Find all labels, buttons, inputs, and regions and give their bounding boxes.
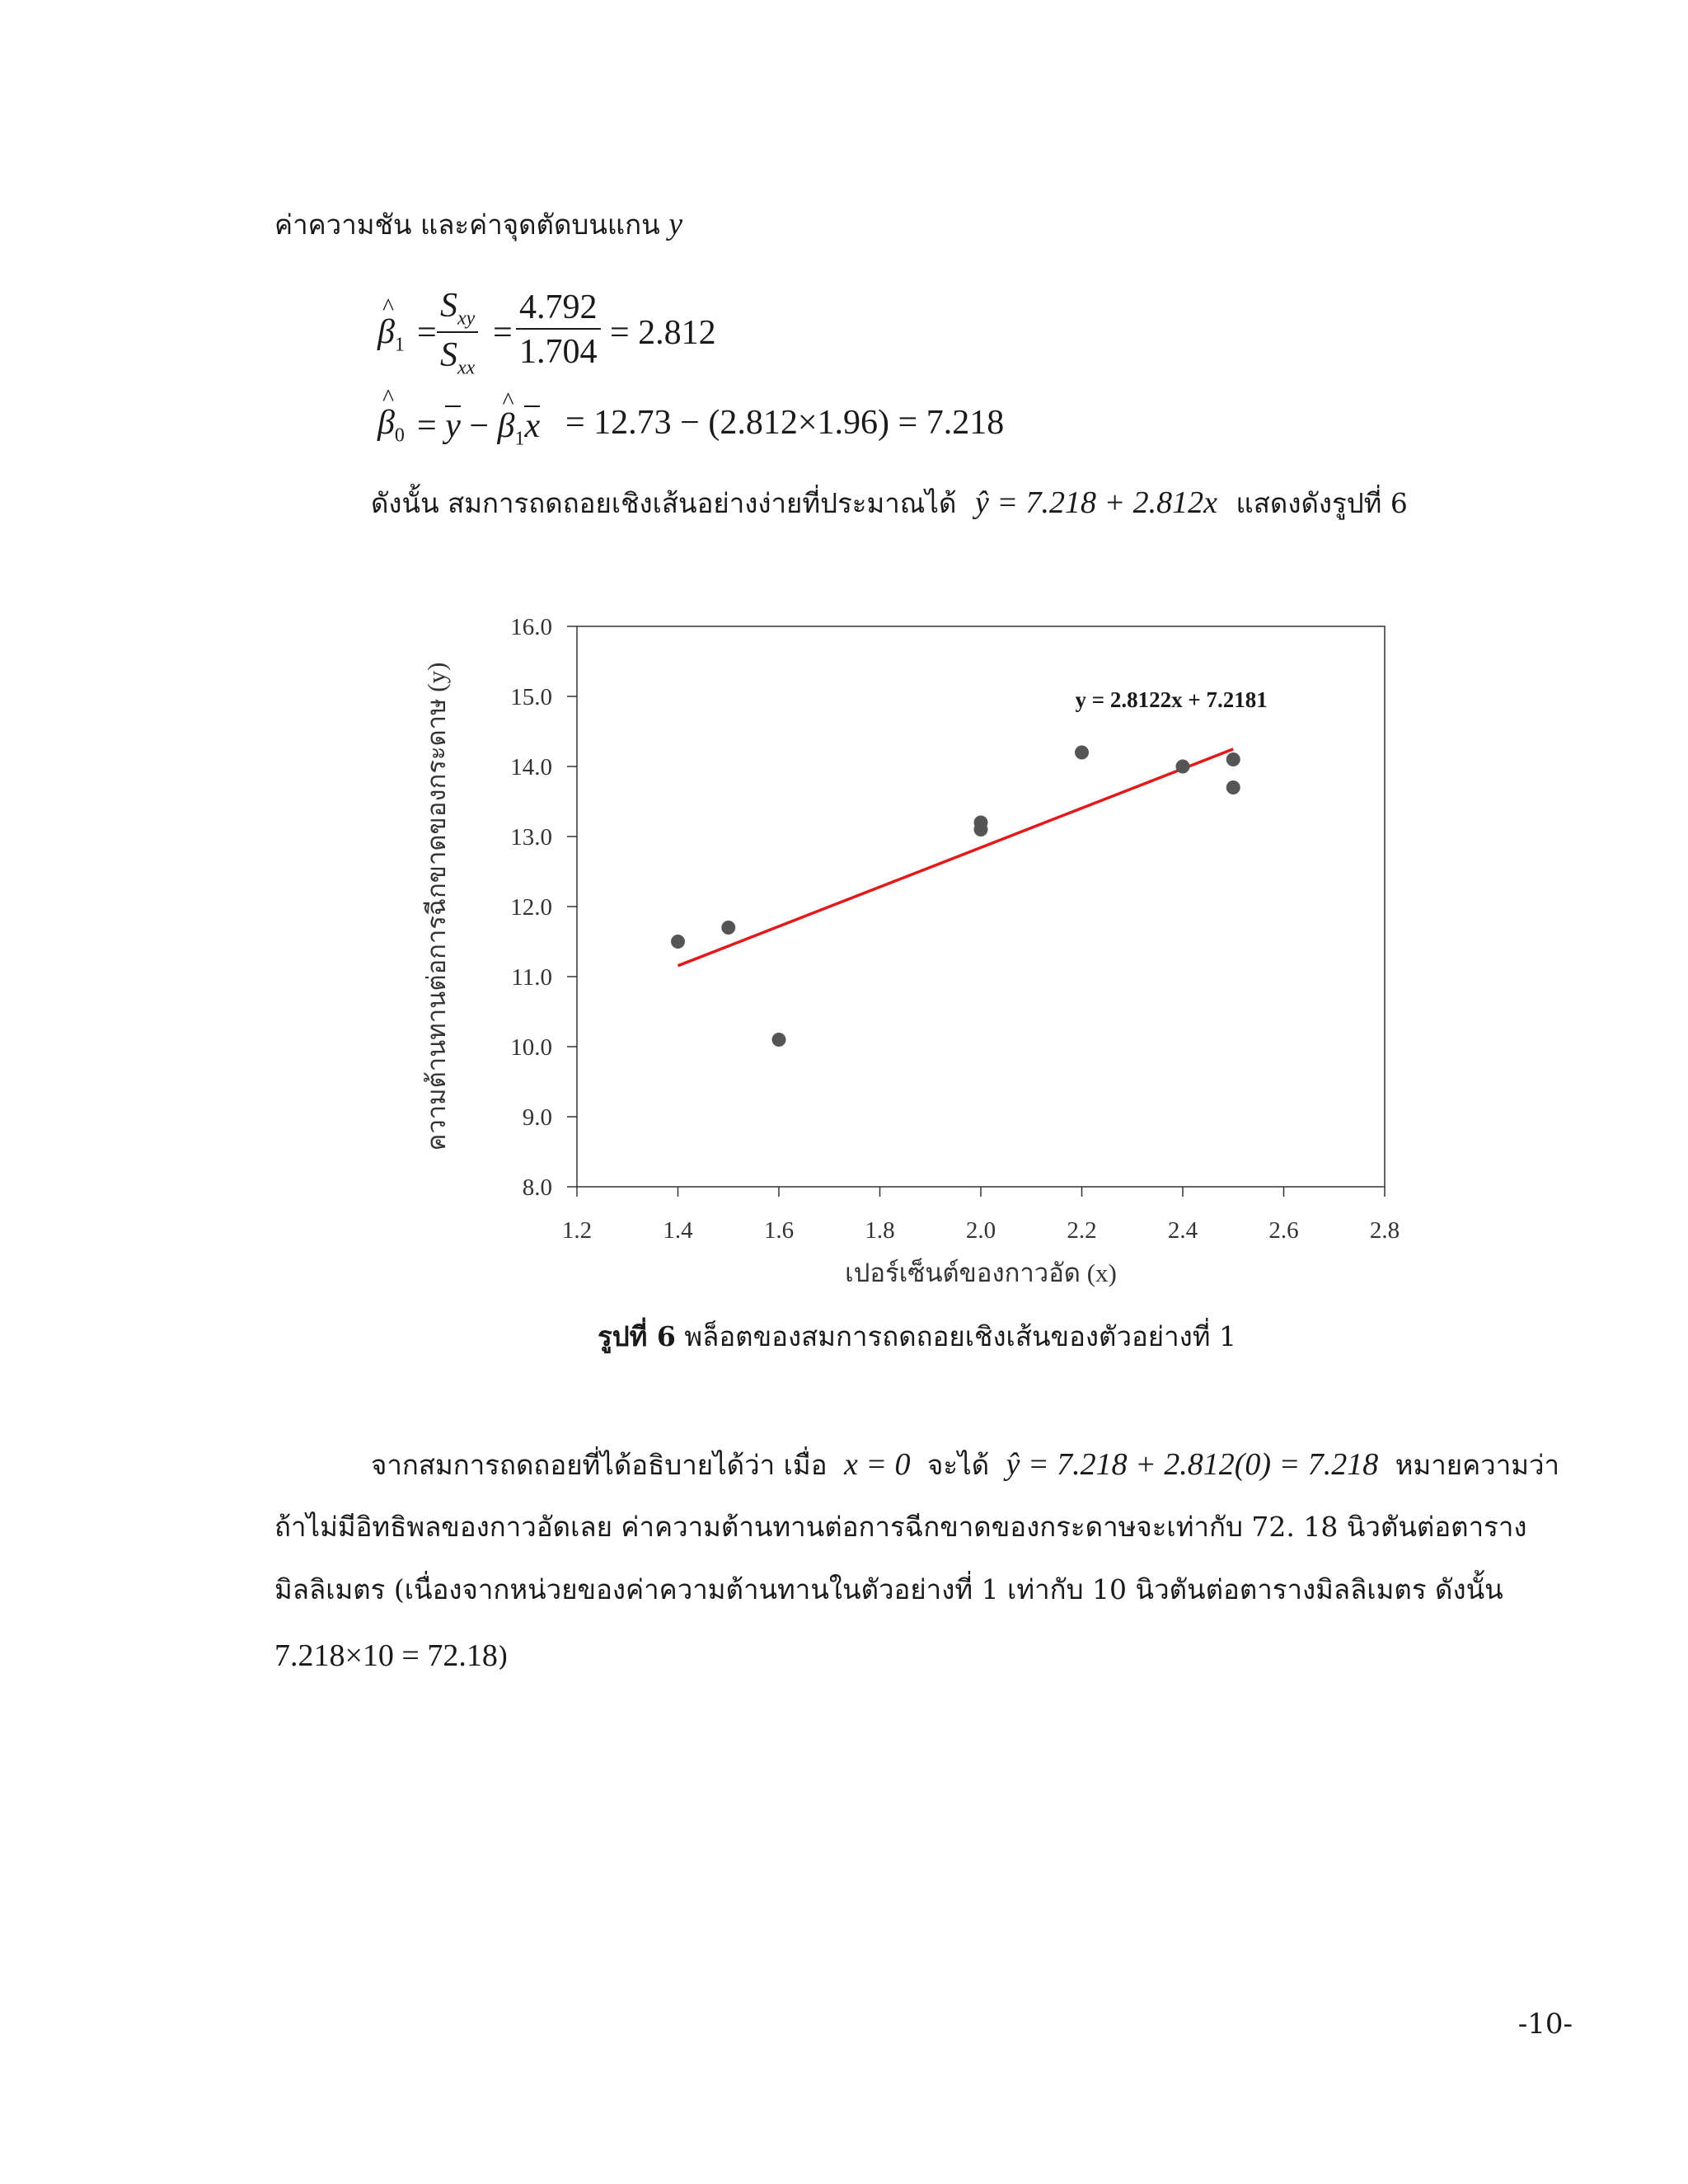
- data-points: [671, 746, 1240, 1047]
- regression-equation: ŷ = 7.218 + 2.812x: [974, 485, 1217, 520]
- y-tick-label: 11.0: [511, 964, 552, 991]
- y-tick-label: 16.0: [510, 614, 552, 640]
- y-tick-label: 8.0: [522, 1174, 552, 1201]
- intro-line: [274, 206, 682, 244]
- data-point: [1226, 780, 1240, 794]
- x-tick-label: 2.8: [1369, 1217, 1400, 1244]
- y-tick-label: 10.0: [510, 1034, 552, 1061]
- x-axis-label: เปอร์เซ็นต์ของกาวอัด (x): [845, 1258, 1117, 1287]
- x-tick-label: 2.6: [1268, 1217, 1299, 1244]
- y-tick-label: 15.0: [510, 684, 552, 710]
- fraction-values: $\frac{4.792}{1.704}$: [516, 290, 601, 369]
- trendline-label: y = 2.8122x + 7.2181: [1075, 687, 1268, 712]
- inline-eq-product: 7.218×10 = 72.18: [274, 1638, 498, 1673]
- x-tick-label: 2.0: [965, 1217, 996, 1244]
- fraction-sxy-sxx: $S_{xy}$ $S_{xx}$: [437, 288, 478, 378]
- caption-text: พล็อตของสมการถดถอยเชิงเส้นของตัวอย่างที่ 1: [684, 1320, 1237, 1352]
- inline-eq-x: x = 0: [844, 1447, 911, 1482]
- beta1-symbol: ^ $\beta_1$: [377, 315, 405, 354]
- y-tick-label: 12.0: [510, 894, 552, 921]
- conclusion-line: [371, 485, 1408, 523]
- y-tick-label: 9.0: [522, 1104, 552, 1131]
- data-point: [1075, 746, 1089, 760]
- beta1-result: = 2.812: [610, 314, 716, 352]
- data-point: [772, 1033, 786, 1047]
- paragraph-line-1: จากสมการถดถอยที่ได้อธิบายได้ว่า เมื่อ x = 0 จะได้ ŷ = 7.218 + 2.812(0) = 7.218 หมายความว่า: [371, 1447, 1560, 1482]
- page-number: -10-: [1517, 2008, 1573, 2041]
- x-tick-label: 1.4: [663, 1217, 693, 1244]
- trendline: [678, 749, 1234, 966]
- conclusion-text: ดังนั้น สมการถดถอยเชิงเส้นอย่างง่ายที่ประมาณได้: [371, 487, 957, 519]
- y-tick-label: 14.0: [510, 754, 552, 780]
- beta0-symbol: ^ β: [377, 405, 395, 440]
- paragraph-line-2: ถ้าไม่มีอิทธิพลของกาวอัดเลย ค่าความต้านทานต่อการฉีกขาดของกระดาษจะเท่ากับ 72. 18 นิวตันต่อตาราง: [274, 1511, 1527, 1543]
- intro-variable: y: [668, 207, 683, 241]
- x-tick-label: 1.8: [865, 1217, 895, 1244]
- y-tick-label: 13.0: [510, 824, 552, 851]
- figure-caption: [598, 1320, 1236, 1353]
- data-point: [974, 823, 988, 837]
- trendline-segment: [678, 749, 1234, 966]
- data-point: [1226, 752, 1240, 766]
- x-tick-label: 1.6: [763, 1217, 795, 1244]
- x-axis: [562, 1187, 1400, 1244]
- data-point: [1176, 760, 1190, 774]
- intro-text: ค่าความชัน และค่าจุดตัดบนแกน: [274, 209, 660, 241]
- paragraph-line-3: มิลลิเมตร (เนื่องจากหน่วยของค่าความต้านทานในตัวอย่างที่ 1 เท่ากับ 10 นิวตันต่อตารางมิลลิเมตร ดังนั้น: [274, 1573, 1503, 1605]
- x-tick-label: 1.2: [561, 1217, 593, 1244]
- y-axis-label: ความต้านทานต่อการฉีกขาดของกระดาษ (y): [422, 662, 451, 1151]
- paragraph-line-4: 7.218×10 = 72.18): [274, 1638, 509, 1673]
- scatter-chart: [363, 593, 1418, 1287]
- data-point: [721, 921, 735, 935]
- x-tick-label: 2.4: [1167, 1217, 1198, 1244]
- data-point: [671, 935, 685, 949]
- caption-label: รูปที่ 6: [598, 1320, 676, 1352]
- beta0-result: = 12.73 − (2.812×1.96) = 7.218: [565, 404, 1005, 442]
- x-tick-label: 2.2: [1067, 1217, 1097, 1244]
- figure-reference: แสดงดังรูปที่ 6: [1236, 487, 1408, 519]
- y-axis: [510, 614, 577, 1201]
- inline-eq-yhat: ŷ = 7.218 + 2.812(0) = 7.218: [1006, 1447, 1379, 1482]
